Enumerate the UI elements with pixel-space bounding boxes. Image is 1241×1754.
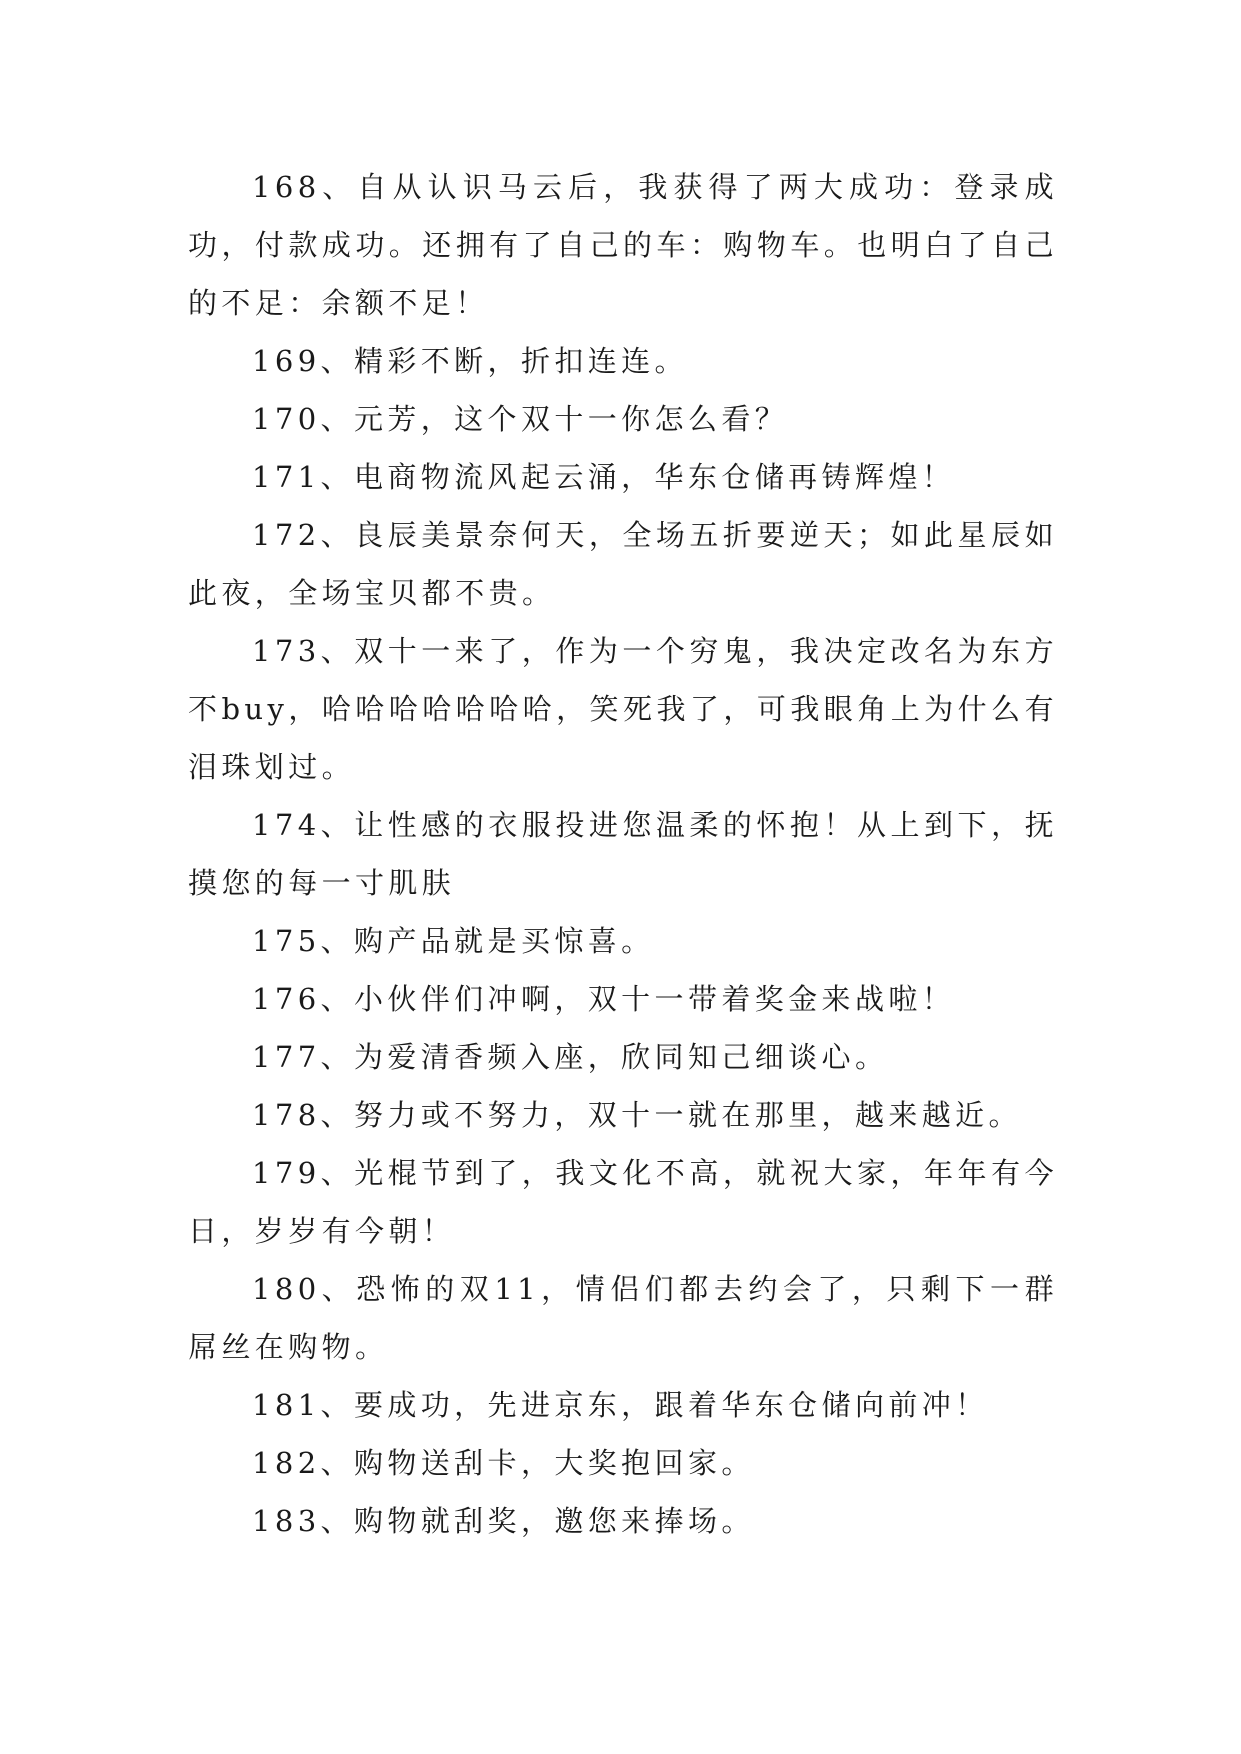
paragraph-173: 173、双十一来了，作为一个穷鬼，我决定改名为东方不buy，哈哈哈哈哈哈哈，笑死我了，可我眼角上为什么有泪珠划过。 xyxy=(188,634,1058,784)
paragraph-172: 172、良辰美景奈何天，全场五折要逆天；如此星辰如此夜，全场宝贝都不贵。 xyxy=(188,518,1058,610)
paragraph-175: 175、购产品就是买惊喜。 xyxy=(252,924,655,958)
paragraph-170: 170、元芳，这个双十一你怎么看？ xyxy=(252,402,789,436)
paragraph-179: 179、光棍节到了，我文化不高，就祝大家，年年有今日，岁岁有今朝！ xyxy=(188,1156,1058,1248)
paragraph-171: 171、电商物流风起云涌，华东仓储再铸辉煌！ xyxy=(252,460,956,494)
paragraph-169: 169、精彩不断，折扣连连。 xyxy=(252,344,688,378)
paragraph-174: 174、让性感的衣服投进您温柔的怀抱！从上到下，抚摸您的每一寸肌肤 xyxy=(188,808,1058,900)
paragraph-176: 176、小伙伴们冲啊，双十一带着奖金来战啦！ xyxy=(252,982,956,1016)
paragraph-177: 177、为爱清香频入座，欣同知己细谈心。 xyxy=(252,1040,889,1074)
paragraph-183: 183、购物就刮奖，邀您来捧场。 xyxy=(252,1504,755,1538)
paragraph-182: 182、购物送刮卡，大奖抱回家。 xyxy=(252,1446,755,1480)
document-body xyxy=(188,158,1058,1550)
paragraph-178: 178、努力或不努力，双十一就在那里，越来越近。 xyxy=(252,1098,1022,1132)
paragraph-168: 168、自从认识马云后，我获得了两大成功：登录成功，付款成功。还拥有了自己的车：购物车。也明白了自己的不足：余额不足！ xyxy=(188,170,1058,320)
paragraph-180: 180、恐怖的双11，情侣们都去约会了，只剩下一群屌丝在购物。 xyxy=(188,1272,1058,1364)
paragraph-181: 181、要成功，先进京东，跟着华东仓储向前冲！ xyxy=(252,1388,989,1422)
